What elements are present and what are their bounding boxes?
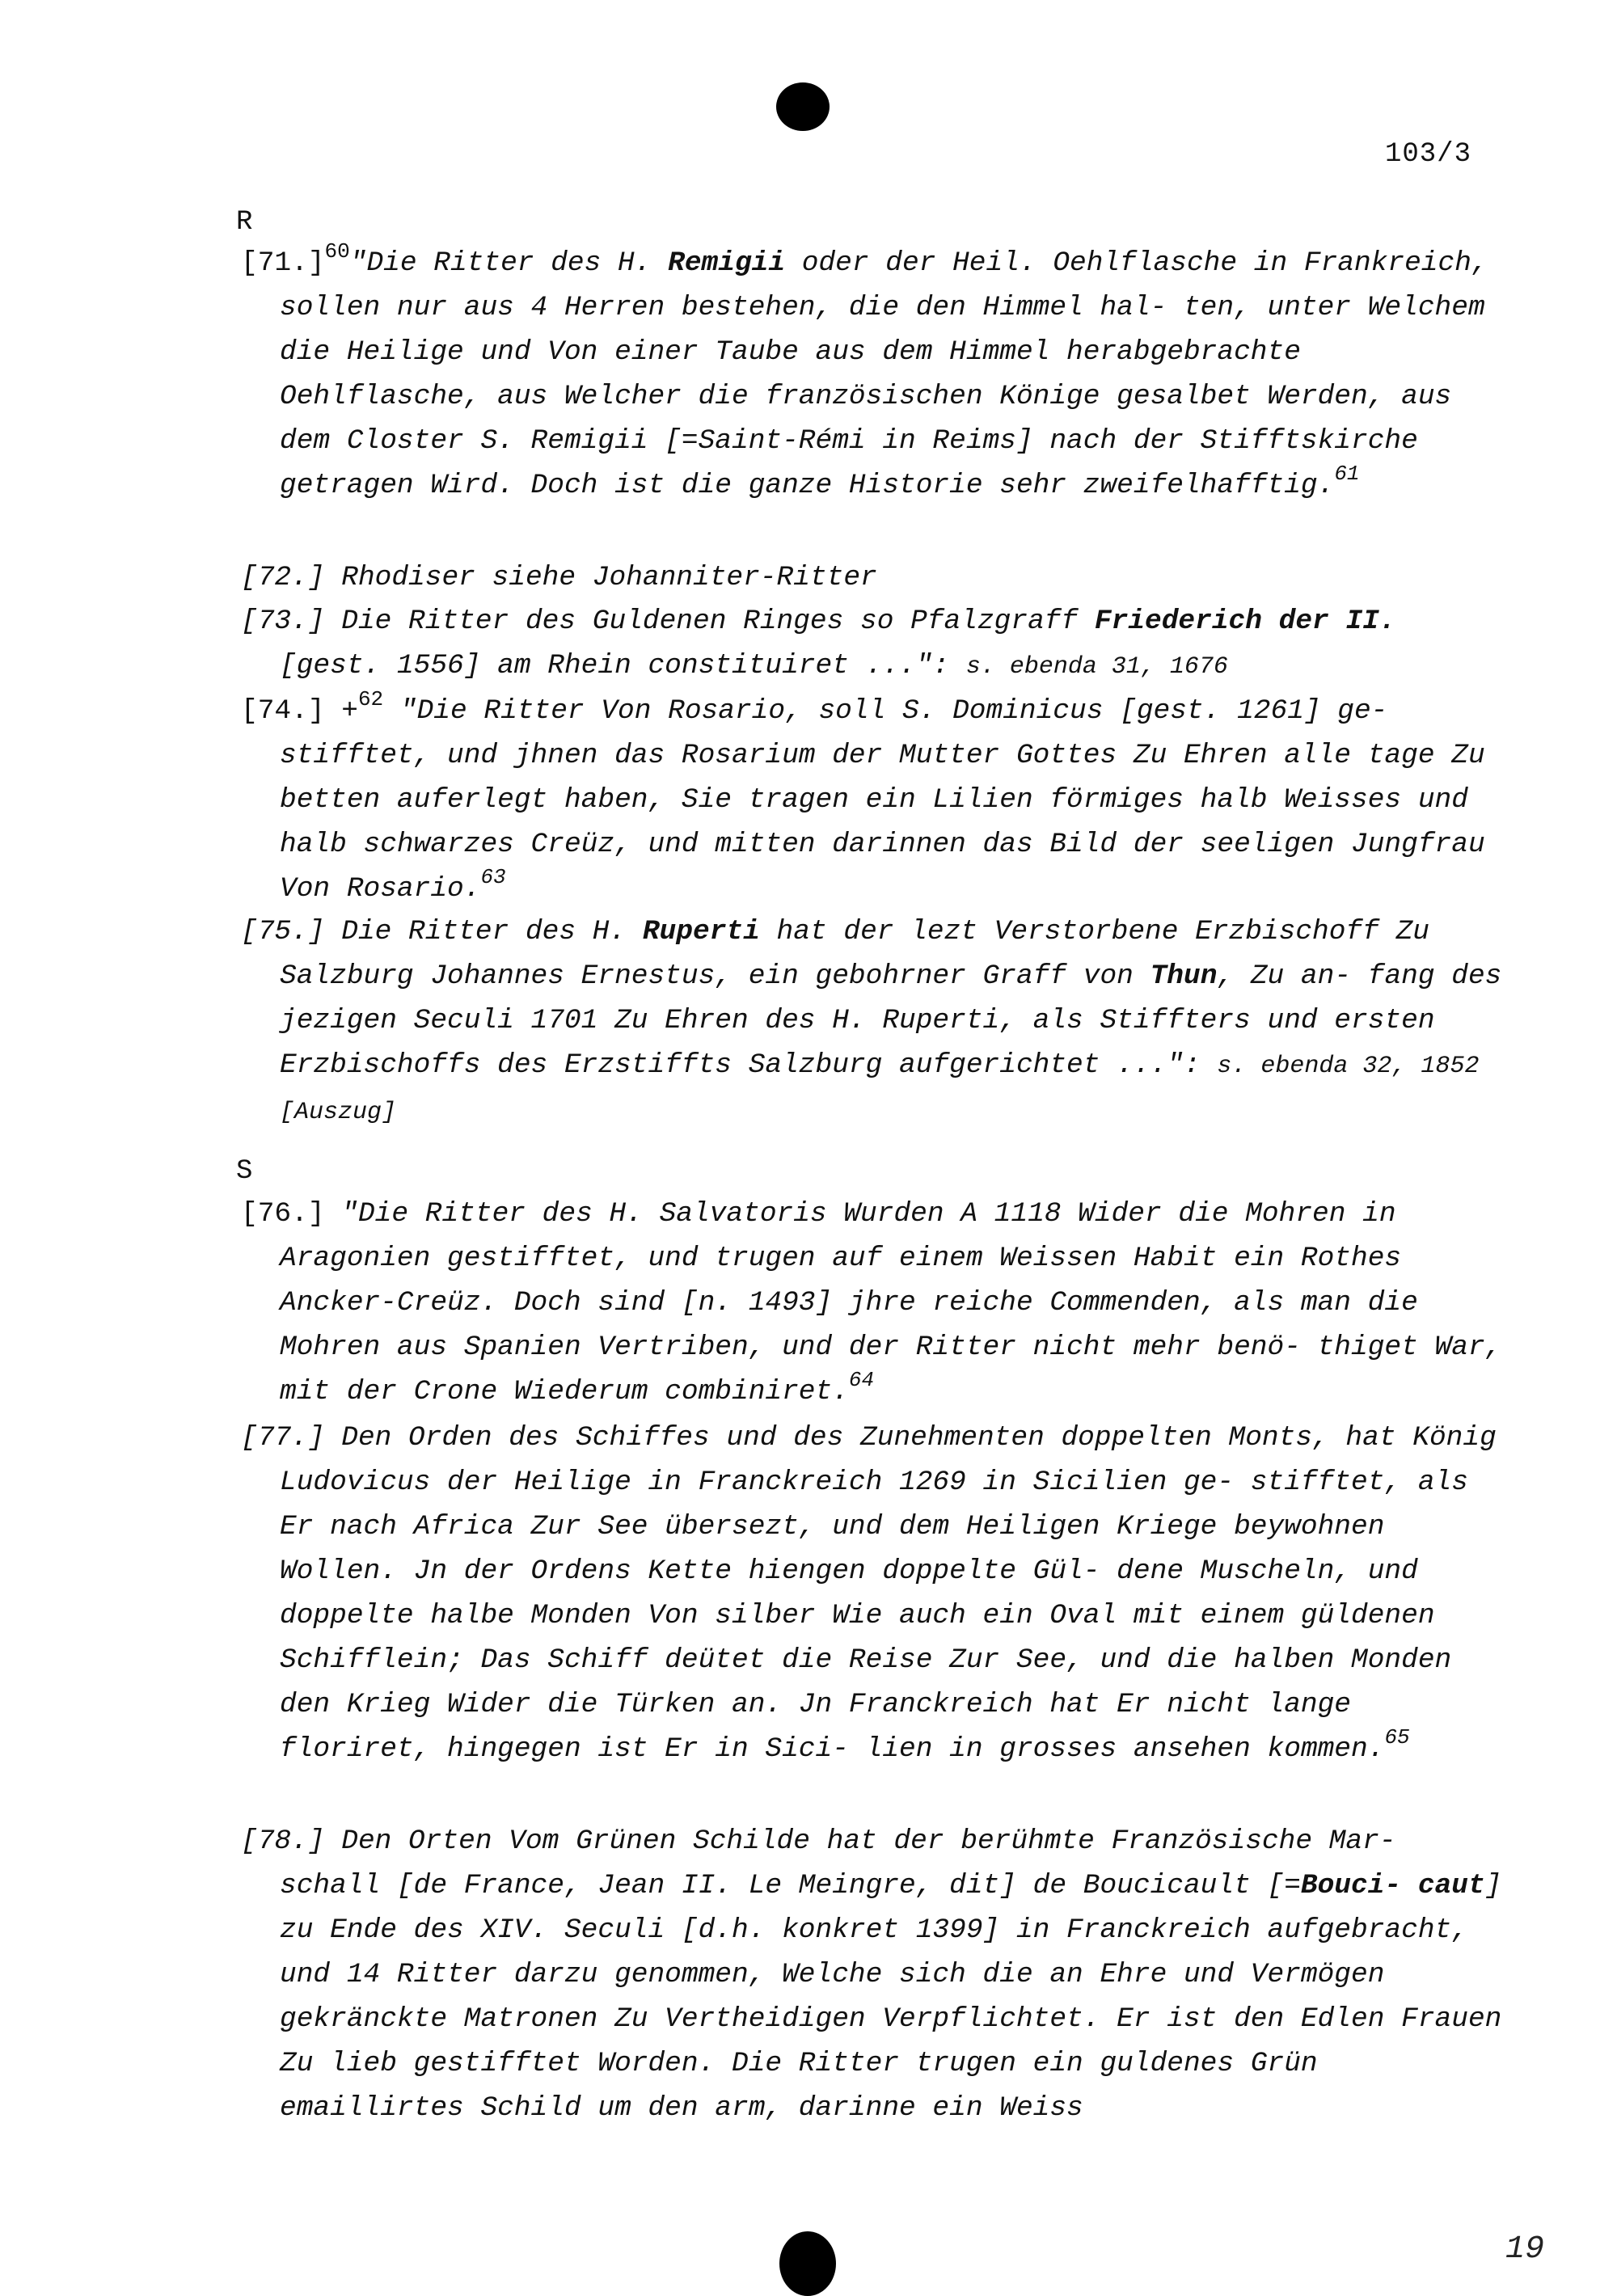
footnote-ref-63: 63 bbox=[480, 864, 506, 889]
entry-75: [75.] Die Ritter des H. Ruperti hat der lezt Verstorbene Erzbischoff Zu Salzburg Johannes Ernestus, ein gebohrner Graff von Thun, Zu an- fang des jezigen Seculi 1701 Zu Ehren des H. Ruperti, als Stiffters und ersten Erzbischoffs des Erzstiffts Salzburg aufgerichtet ...": s. ebenda 32, 1852 [Auszug] bbox=[241, 916, 1502, 1126]
entry-74: [74.] +$^{62}$ "Die Ritter Von Rosario, soll S. Dominicus [gest. 1261] ge- stifftet, und jhnen das Rosarium der Mutter Gottes Zu Ehren alle tage Zu betten auferlegt haben, Sie tragen ein Lilien förmiges halb Weisses und halb schwarzes Creüz, und mitten darinnen das Bild der seeligen Jungfrau Von Rosario.$^{63}$ bbox=[241, 686, 1485, 905]
entry-71: $[71.]^{60}"Die$ Ritter des H. Remigii oder der Heil. Oehlflasche in Frankreich, sollen nur aus 4 Herren bestehen, die den Himmel hal- ten, unter Welchem die Heilige und Von einer Taube aus dem Himmel herabgebrachte Oehlflasche, aus Welcher die französischen Könige gesalbet Werden, aus dem Closter S. Remigii [=Saint-Rémi in Reims] nach der Stifftskirche getragen Wird. Doch ist die ganze Historie sehr zweifelhafftig.$^{61}$ bbox=[241, 238, 1488, 501]
name-boucicaut: Bouci- caut bbox=[1300, 1870, 1485, 1901]
footnote-ref-61: 61 bbox=[1334, 461, 1360, 486]
punch-hole-bottom bbox=[779, 2231, 836, 2296]
name-ruperti: Ruperti bbox=[642, 916, 760, 948]
entry-75-label: [75.] bbox=[241, 916, 325, 948]
name-remigii: Remigii bbox=[668, 247, 786, 279]
entry-78-label: [78.] bbox=[241, 1825, 325, 1857]
punch-hole-top bbox=[776, 82, 830, 131]
source-ref-73: s. ebenda 31, 1676 bbox=[965, 653, 1228, 681]
entry-71-label: [71.] bbox=[241, 247, 325, 279]
footnote-ref-64: 64 bbox=[848, 1367, 875, 1392]
entry-72: [72.] Rhodiser siehe Johanniter-Ritter bbox=[241, 562, 877, 593]
footnote-ref-62: 62 bbox=[357, 686, 384, 711]
entry-74-label: [74.] bbox=[241, 695, 325, 727]
handwritten-folio-mark: 19 bbox=[1505, 2231, 1544, 2268]
section-letter-r: R bbox=[236, 207, 253, 238]
entry-73: [73.] Die Ritter des Guldenen Ringes so Pfalzgraff Friederich der II. [gest. 1556] am Rhein constituiret ...": s. ebenda 31, 1676 bbox=[241, 606, 1396, 682]
entry-77: [77.] Den Orden des Schiffes und des Zunehmenten doppelten Monts, hat König Ludovicus der Heilige in Franckreich 1269 in Sicilien ge- stifftet, als Er nach Africa Zur See übersezt, und dem Heiligen Kriege beywohnen Wollen. Jn der Ordens Kette hiengen doppelte Gül- dene Muscheln, und doppelte halbe Monden Von silber Wie auch ein Oval mit einem güldenen Schifflein; Das Schiff deütet die Reise Zur See, und die halben Monden den Krieg Wider die Türken an. Jn Franckreich hat Er nicht lange floriret, hingegen ist Er in Sici- lien in grosses ansehen kommen.$^{65}$ bbox=[241, 1422, 1497, 1765]
name-thun: Thun bbox=[1150, 960, 1218, 992]
section-letter-s: S bbox=[236, 1156, 253, 1187]
entry-76: [76.] "Die Ritter des H. Salvatoris Wurden A 1118 Wider die Mohren in Aragonien gestifftet, und trugen auf einem Weissen Habit ein Rothes Ancker-Creüz. Doch sind [n. 1493] jhre reiche Commenden, als man die Mohren aus Spanien Vertriben, und der Ritter nicht mehr benö- thiget War, mit der Crone Wiederum combiniret.$^{64}$ bbox=[241, 1198, 1502, 1408]
entry-76-label: [76.] bbox=[241, 1198, 325, 1230]
entry-73-label: [73.] bbox=[241, 606, 325, 637]
entry-77-label: [77.] bbox=[241, 1422, 325, 1454]
entry-72-label: [72.] bbox=[241, 562, 325, 593]
name-friederich: Friederich der II. bbox=[1094, 606, 1396, 637]
source-ref-75: s. ebenda 32, 1852 [Auszug] bbox=[280, 1053, 1480, 1126]
entry-78: [78.] Den Orten Vom Grünen Schilde hat der berühmte Französische Mar- schall [de France, Jean II. Le Meingre, dit] de Boucicault [=Bouci- caut] zu Ende des XIV. Seculi [d.h. konkret 1399] in Franckreich aufgebracht, und 14 Ritter darzu genommen, Welche sich die an Ehre und Vermögen gekränckte Matronen Zu Vertheidigen Verpflichtet. Er ist den Edlen Frauen Zu lieb gestifftet Worden. Die Ritter trugen ein guldenes Grün emaillirtes Schild um den arm, darinne ein Weiss bbox=[241, 1825, 1502, 2124]
page-number: 103/3 bbox=[1384, 139, 1471, 170]
footnote-ref-65: 65 bbox=[1384, 1724, 1410, 1749]
footnote-ref-60: 60 bbox=[324, 238, 350, 264]
